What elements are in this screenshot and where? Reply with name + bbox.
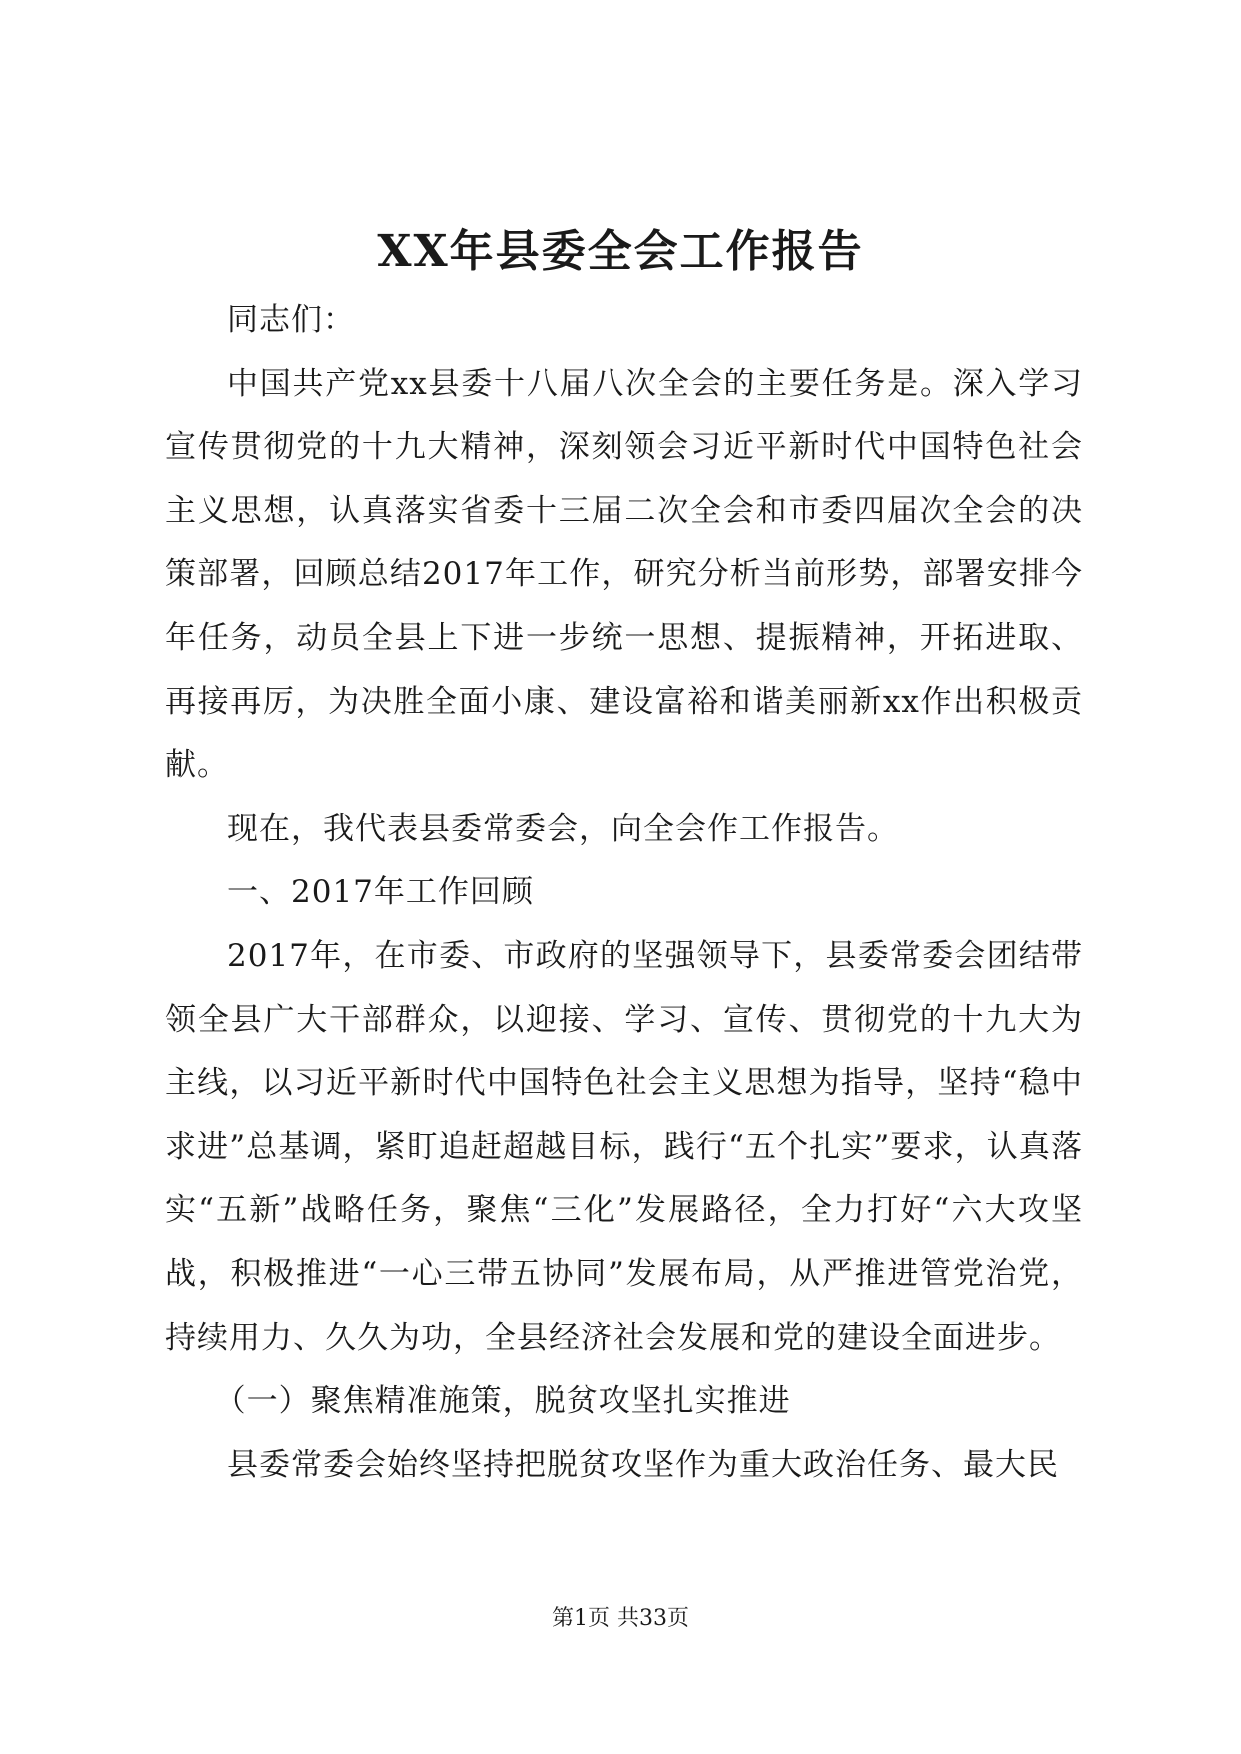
body-paragraph: 中国共产党xx县委十八届八次全会的主要任务是。深入学习宣传贯彻党的十九大精神，深刻领会习近平新时代中国特色社会主义思想，认真落实省委十三届二次全会和市委四届次全会的决策部署，回顾总结2017年工作，研究分析当前形势，部署安排今年任务，动员全县上下进一步统一思想、提振精神，开拓进取、再接再厉，为决胜全面小康、建设富裕和谐美丽新xx作出积极贡献。	[165, 365, 1083, 784]
document-body	[165, 289, 1083, 1497]
body-paragraph: 县委常委会始终坚持把脱贫攻坚作为重大政治任务、最大民	[227, 1446, 1059, 1483]
salutation: 同志们：	[227, 302, 355, 338]
section-heading: 一、2017年工作回顾	[227, 874, 534, 911]
document-title: XX年县委全会工作报告	[377, 226, 864, 277]
page-number-footer: 第1页 共33页	[552, 1606, 689, 1631]
body-paragraph: 现在，我代表县委常委会，向全会作工作报告。	[227, 810, 899, 847]
body-paragraph: 2017年，在市委、市政府的坚强领导下，县委常委会团结带领全县广大干部群众，以迎接、学习、宣传、贯彻党的十九大为主线，以习近平新时代中国特色社会主义思想为指导，坚持“稳中求进”总基调，紧盯追赶超越目标，践行“五个扎实”要求，认真落实“五新”战略任务，聚焦“三化”发展路径，全力打好“六大攻坚战，积极推进“一心三带五协同”发展布局，从严推进管党治党，持续用力、久久为功，全县经济社会发展和党的建设全面进步。	[165, 937, 1083, 1356]
subsection-heading: （一）聚焦精准施策，脱贫攻坚扎实推进	[214, 1383, 791, 1420]
